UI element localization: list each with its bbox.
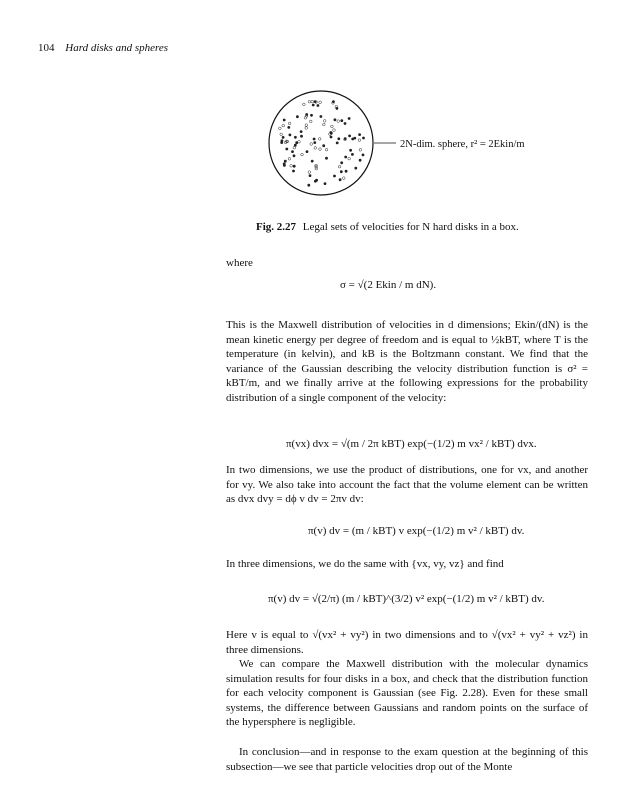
page-number: 104 xyxy=(38,42,55,54)
velocity-point xyxy=(343,177,346,180)
equation-3d xyxy=(268,592,544,606)
velocity-point xyxy=(323,145,325,147)
velocity-point xyxy=(286,148,288,150)
velocity-point xyxy=(282,124,285,127)
velocity-point xyxy=(359,159,361,161)
velocity-point xyxy=(348,157,351,160)
velocity-point xyxy=(339,179,341,181)
velocity-point xyxy=(310,143,313,146)
velocity-point xyxy=(348,118,350,120)
velocity-point xyxy=(320,116,322,118)
velocity-point xyxy=(359,149,362,152)
velocity-point xyxy=(334,119,336,121)
velocity-point xyxy=(314,101,316,103)
sphere-label: 2N-dim. sphere, r² = 2Ekin/m xyxy=(400,139,525,150)
velocity-point xyxy=(317,105,319,107)
eq-3d-text: π(v) dv = √(2/π) (m / kBT)^(3/2) v² exp(−(1/2) m v² / kBT) dv. xyxy=(268,593,545,605)
velocity-point xyxy=(311,100,314,103)
velocity-point xyxy=(362,154,364,156)
eq-1d-text: π(vx) dvx = √(m / 2π kBT) exp(−(1/2) m vx² / kBT) dvx. xyxy=(286,438,537,450)
velocity-point xyxy=(288,158,291,161)
velocity-point xyxy=(308,184,310,186)
equation-sigma xyxy=(340,278,436,292)
velocity-point xyxy=(324,183,326,185)
velocity-point xyxy=(296,142,298,144)
velocity-point xyxy=(341,162,343,164)
velocity-point xyxy=(311,160,313,162)
velocity-point xyxy=(315,167,318,170)
velocity-point xyxy=(350,149,352,151)
equation-2d xyxy=(308,524,524,538)
velocity-point xyxy=(344,123,346,125)
velocity-point xyxy=(301,153,304,156)
velocity-point xyxy=(330,136,332,138)
velocity-point xyxy=(310,120,313,123)
velocity-point xyxy=(293,170,295,172)
velocity-point xyxy=(337,120,340,123)
velocity-point xyxy=(284,160,286,162)
velocity-point xyxy=(325,148,328,151)
velocity-point xyxy=(326,157,328,159)
velocity-point xyxy=(294,144,296,146)
velocity-point xyxy=(323,123,326,126)
running-head xyxy=(38,41,168,55)
velocity-points xyxy=(279,100,365,186)
paragraph-conclusion: In conclusion—and in response to the exam question at the beginning of this subsection—we see that particle velocities drop out of the Monte xyxy=(226,746,588,773)
velocity-point xyxy=(305,124,308,127)
velocity-point xyxy=(345,170,347,172)
velocity-point xyxy=(319,148,322,151)
paragraph-maxwell: This is the Maxwell distribution of velocities in d dimensions; Ekin/(dN) is the mean kinetic energy per degree of freedom and is equal to ½kBT, where T is the temperature (in kelvin), and kB is the Boltzmann constant. We find that the variance of the Gaussian describing the velocity distribution function is σ² = kBT/m, and we finally arrive at the following expressions for the probability distribution of a single component of the velocity: xyxy=(226,319,588,404)
velocity-point xyxy=(341,120,343,122)
caption-label: Fig. 2.27 xyxy=(256,221,297,233)
equation-1d xyxy=(286,437,537,451)
eq-sigma-text: σ = √(2 Ekin / m dN). xyxy=(340,279,437,291)
eq-2d-text: π(v) dv = (m / kBT) v exp(−(1/2) m v² / kBT) dv. xyxy=(308,525,525,537)
velocity-point xyxy=(309,175,311,177)
running-title: Hard disks and spheres xyxy=(65,42,169,54)
velocity-point xyxy=(300,131,302,133)
paragraph-2d: In two dimensions, we use the product of distributions, one for vx, and another for vy. We also take into account the fact that the volume element can be written as dvx dvy = dϕ v dv = 2πv dv: xyxy=(226,464,588,506)
velocity-point xyxy=(292,151,294,153)
velocity-point xyxy=(283,119,285,121)
velocity-point xyxy=(336,142,338,144)
text-where: where xyxy=(226,257,253,269)
velocity-point xyxy=(279,127,282,130)
velocity-point xyxy=(280,133,283,136)
velocity-point xyxy=(323,120,326,123)
velocity-point xyxy=(290,165,293,168)
velocity-point xyxy=(359,134,361,136)
velocity-point xyxy=(303,103,306,106)
velocity-point xyxy=(308,100,311,103)
velocity-point xyxy=(363,137,365,139)
velocity-point xyxy=(340,171,342,173)
velocity-point xyxy=(319,101,322,104)
velocity-point xyxy=(306,151,308,153)
velocity-point xyxy=(331,125,334,128)
velocity-point xyxy=(305,127,308,130)
velocity-point xyxy=(288,127,290,129)
velocity-point xyxy=(301,135,303,137)
velocity-point xyxy=(282,137,284,139)
sphere-illustration xyxy=(266,88,566,198)
velocity-point xyxy=(338,165,341,168)
velocity-point xyxy=(297,116,299,118)
velocity-point xyxy=(312,104,314,106)
velocity-point xyxy=(354,137,356,139)
velocity-point xyxy=(333,129,336,132)
velocity-point xyxy=(293,146,296,149)
velocity-point xyxy=(330,132,332,134)
velocity-point xyxy=(283,163,285,165)
velocity-point xyxy=(311,114,313,116)
velocity-point xyxy=(314,142,316,144)
velocity-point xyxy=(336,108,338,110)
velocity-point xyxy=(352,138,354,140)
velocity-point xyxy=(289,134,291,136)
velocity-point xyxy=(308,171,311,174)
velocity-point xyxy=(313,138,315,140)
velocity-point xyxy=(358,139,361,142)
velocity-point xyxy=(352,154,354,156)
velocity-point xyxy=(355,167,357,169)
velocity-point xyxy=(315,180,317,182)
figure-caption xyxy=(256,220,576,234)
velocity-point xyxy=(338,138,340,140)
paragraph-norm: Here v is equal to √(vx² + vy²) in two dimensions and to √(vx² + vy² + vz²) in three dimensions. xyxy=(226,629,588,656)
paragraph-comparison: We can compare the Maxwell distribution with the molecular dynamics simulation results for four disks in a box, and check that the distribution function for each velocity component is Gaussian (see Fig. 2.28). Even for these small systems, the difference between Gaussians and random points on the surface of the hypersphere is negligible. xyxy=(226,658,588,729)
paragraph-3d: In three dimensions, we do the same with {vx, vy, vz} and find xyxy=(226,558,504,570)
velocity-point xyxy=(293,165,295,167)
velocity-point xyxy=(318,138,321,141)
velocity-point xyxy=(314,147,317,150)
velocity-point xyxy=(334,175,336,177)
velocity-point xyxy=(345,156,347,158)
velocity-point xyxy=(349,135,351,137)
figure-sphere xyxy=(266,88,566,198)
velocity-point xyxy=(295,136,297,138)
caption-text: Legal sets of velocities for N hard disks in a box. xyxy=(302,221,519,233)
velocity-point xyxy=(288,122,291,125)
velocity-point xyxy=(281,142,283,144)
velocity-point xyxy=(293,155,295,157)
